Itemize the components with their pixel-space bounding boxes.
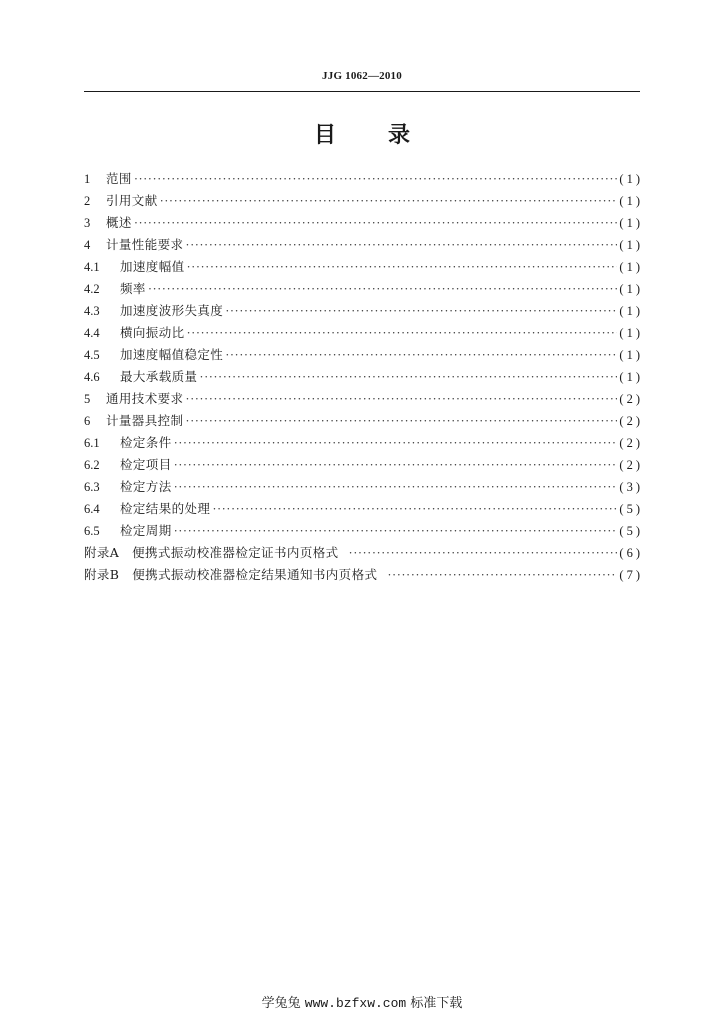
toc-entry[interactable] — [84, 344, 643, 366]
toc-entry-label: 检定条件 — [120, 435, 172, 450]
toc-entry-page: (1) — [619, 238, 643, 252]
toc-dot-leader — [225, 344, 617, 366]
footer-site-name: 学兔兔 — [261, 996, 301, 1011]
toc-entry[interactable] — [84, 190, 643, 212]
toc-entry-label: 概述 — [106, 215, 132, 230]
toc-entry-page: (2) — [619, 436, 643, 450]
toc-entry-label: 附录A 便携式振动校准器检定证书内页格式 — [84, 545, 339, 560]
toc-entry-label: 最大承载质量 — [120, 369, 198, 384]
toc-dot-leader — [225, 300, 617, 322]
toc-dot-leader — [174, 520, 618, 542]
toc-entry[interactable] — [84, 168, 643, 190]
toc-entry-page: (1) — [619, 348, 643, 362]
toc-dot-leader — [387, 564, 617, 586]
toc-entry-page: (1) — [619, 216, 643, 230]
toc-entry-number: 6.5 — [84, 524, 100, 538]
toc-entry-label: 附录B 便携式振动校准器检定结果通知书内页格式 — [84, 567, 378, 582]
toc-entry-page: (2) — [619, 392, 643, 406]
toc-dot-leader — [185, 410, 617, 432]
toc-dot-leader — [349, 542, 618, 564]
footer-url-link[interactable]: www.bzfxw.com — [304, 996, 407, 1011]
toc-entry-label: 引用文献 — [106, 193, 158, 208]
toc-entry[interactable] — [84, 322, 643, 344]
toc-entry-label: 加速度波形失真度 — [120, 303, 224, 318]
toc-entry[interactable] — [84, 410, 643, 432]
toc-entry-label: 检定结果的处理 — [120, 501, 211, 516]
toc-entry-number: 2 — [84, 194, 91, 208]
toc-entry-label: 范围 — [106, 171, 132, 186]
toc-entry-page: (6) — [619, 546, 643, 560]
toc-entry-number: 4.6 — [84, 370, 100, 384]
toc-entry-page: (2) — [619, 458, 643, 472]
toc-entry-number: 5 — [84, 392, 91, 406]
toc-entry-number: 4.1 — [84, 260, 100, 274]
toc-dot-leader — [134, 212, 618, 234]
toc-entry[interactable] — [84, 498, 643, 520]
toc-entry-page: (3) — [619, 480, 643, 494]
toc-dot-leader — [134, 168, 618, 190]
toc-entry-number: 6.3 — [84, 480, 100, 494]
toc-entry-page: (7) — [619, 568, 643, 582]
toc-entry-number: 4.4 — [84, 326, 100, 340]
page-footer — [84, 992, 640, 1011]
toc-entry-number: 6.2 — [84, 458, 100, 472]
page-title: 目录 — [313, 123, 462, 148]
toc-entry-number: 6.4 — [84, 502, 100, 516]
toc-entry[interactable] — [84, 234, 643, 256]
toc-entry-label: 检定周期 — [120, 523, 172, 538]
toc-dot-leader — [187, 322, 618, 344]
toc-entry-appendix-a[interactable] — [84, 542, 643, 564]
toc-entry-page: (5) — [619, 524, 643, 538]
toc-entry[interactable] — [84, 278, 643, 300]
toc-entry-number: 4.3 — [84, 304, 100, 318]
toc-dot-leader — [174, 432, 618, 454]
toc-dot-leader — [212, 498, 617, 520]
toc-dot-leader — [174, 454, 618, 476]
toc-entry-label: 检定项目 — [120, 457, 172, 472]
footer-tagline: 标准下载 — [410, 996, 463, 1011]
toc-entry-page: (1) — [619, 370, 643, 384]
toc-entry[interactable] — [84, 520, 643, 542]
toc-dot-leader — [185, 388, 617, 410]
toc-entry-number: 4 — [84, 238, 91, 252]
toc-entry-page: (1) — [619, 304, 643, 318]
toc-entry-page: (1) — [619, 326, 643, 340]
toc-entry-label: 计量性能要求 — [106, 237, 184, 252]
toc-entry-appendix-b[interactable] — [84, 564, 643, 586]
toc-entry-page: (2) — [619, 414, 643, 428]
toc-entry-page: (1) — [619, 172, 643, 186]
toc-dot-leader — [174, 476, 618, 498]
toc-entry-number: 4.5 — [84, 348, 100, 362]
toc-entry-number: 1 — [84, 172, 91, 186]
toc-dot-leader — [187, 256, 618, 278]
toc-entry-number: 3 — [84, 216, 91, 230]
toc-entry-page: (1) — [619, 194, 643, 208]
header-divider — [84, 91, 640, 92]
toc-entry[interactable] — [84, 300, 643, 322]
toc-entry-label: 检定方法 — [120, 479, 172, 494]
toc-entry-label: 加速度幅值 — [120, 259, 185, 274]
table-of-contents — [84, 168, 643, 586]
toc-entry[interactable] — [84, 256, 643, 278]
toc-entry[interactable] — [84, 366, 643, 388]
toc-entry[interactable] — [84, 454, 643, 476]
toc-dot-leader — [185, 234, 617, 256]
toc-entry-label: 加速度幅值稳定性 — [120, 347, 224, 362]
toc-entry-number: 4.2 — [84, 282, 100, 296]
toc-entry-number: 6 — [84, 414, 91, 428]
toc-entry-page: (1) — [619, 260, 643, 274]
document-code-header: JJG 1062—2010 — [322, 70, 402, 82]
toc-entry[interactable] — [84, 212, 643, 234]
toc-entry-label: 频率 — [120, 281, 146, 296]
toc-entry-label: 横向振动比 — [120, 325, 185, 340]
toc-entry-page: (5) — [619, 502, 643, 516]
toc-entry[interactable] — [84, 476, 643, 498]
toc-entry[interactable] — [84, 388, 643, 410]
toc-entry-page: (1) — [619, 282, 643, 296]
toc-dot-leader — [160, 190, 618, 212]
toc-entry-label: 通用技术要求 — [106, 391, 184, 406]
toc-entry[interactable] — [84, 432, 643, 454]
toc-entry-number: 6.1 — [84, 436, 100, 450]
toc-entry-label: 计量器具控制 — [106, 413, 184, 428]
toc-dot-leader — [148, 278, 618, 300]
toc-dot-leader — [199, 366, 617, 388]
